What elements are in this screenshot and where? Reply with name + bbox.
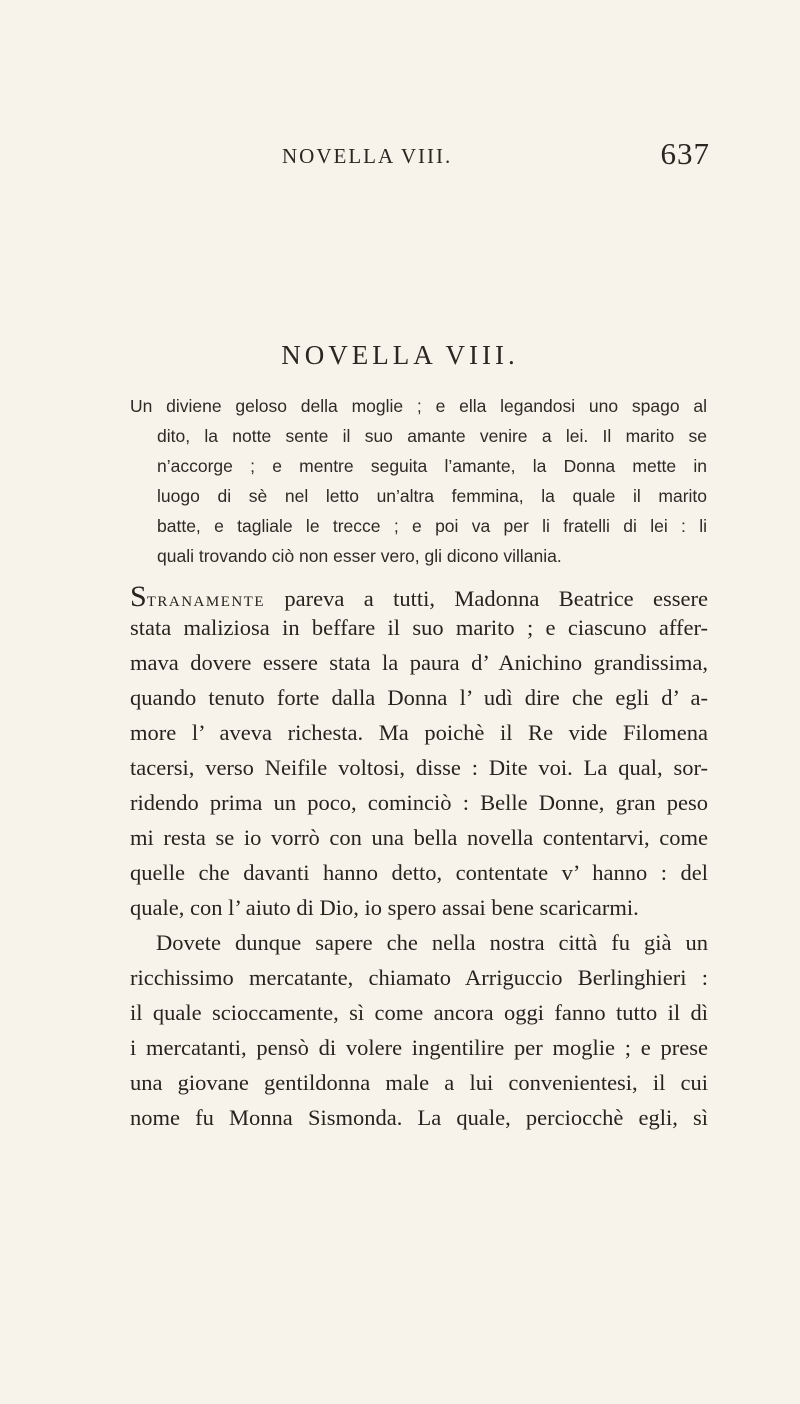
argument-line: luogo di sè nel letto un’altra femmina, la quale il marito xyxy=(157,486,707,506)
argument-line: batte, e tagliale le trecce ; e poi va per li fratelli di lei : li xyxy=(157,516,707,536)
body-line: mi resta se io vorrò con una bella novella contentarvi, come xyxy=(130,825,708,850)
first-word-rest: tranamente xyxy=(146,586,266,611)
paragraph-line: il quale scioccamente, sì come ancora oggi fanno tutto il dì xyxy=(130,1000,708,1025)
chapter-title: NOVELLA VIII. xyxy=(281,340,519,370)
argument-line: quali trovando ciò non esser vero, gli dicono villania. xyxy=(157,546,562,566)
body-line: stata maliziosa in beffare il suo marito ; e ciascuno affer- xyxy=(130,615,708,640)
body-line: quelle che davanti hanno detto, contentate v’ hanno : del xyxy=(130,860,708,885)
body-line: mava dovere essere stata la paura d’ Anichino grandissima, xyxy=(130,650,708,675)
body-line: quale, con l’ aiuto di Dio, io spero assai bene scaricarmi. xyxy=(130,895,639,920)
body-line: quando tenuto forte dalla Donna l’ udì dire che egli d’ a- xyxy=(130,685,708,710)
argument-line: Un diviene geloso della moglie ; e ella legandosi uno spago al xyxy=(130,396,707,416)
paragraph-line: una giovane gentildonna male a lui convenientesi, il cui xyxy=(130,1070,708,1095)
body-line: ridendo prima un poco, cominciò : Belle Donne, gran peso xyxy=(130,790,708,815)
body-line: more l’ aveva richesta. Ma poichè il Re vide Filomena xyxy=(130,720,708,745)
paragraph-line: nome fu Monna Sismonda. La quale, perciocchè egli, sì xyxy=(130,1105,708,1130)
paragraph-line: i mercatanti, pensò di volere ingentilire per moglie ; e prese xyxy=(130,1035,708,1060)
argument-line: dito, la notte sente il suo amante venire a lei. Il marito se xyxy=(157,426,707,446)
paragraph-line: ricchissimo mercatante, chiamato Arriguccio Berlinghieri : xyxy=(130,965,708,990)
initial-letter: S xyxy=(130,580,147,613)
first-body-line xyxy=(130,580,709,613)
paragraph-line: Dovete dunque sapere che nella nostra città fu già un xyxy=(156,930,708,955)
body-line: tacersi, verso Neifile voltosi, disse : Dite voi. La qual, sor- xyxy=(130,755,708,780)
running-head xyxy=(282,138,710,178)
page-number: 637 xyxy=(660,136,710,171)
running-title: NOVELLA VIII. xyxy=(282,144,453,168)
argument-line: n’accorge ; e mentre seguita l’amante, la Donna mette in xyxy=(157,456,707,476)
first-line-rest: pareva a tutti, Madonna Beatrice essere xyxy=(284,586,709,611)
